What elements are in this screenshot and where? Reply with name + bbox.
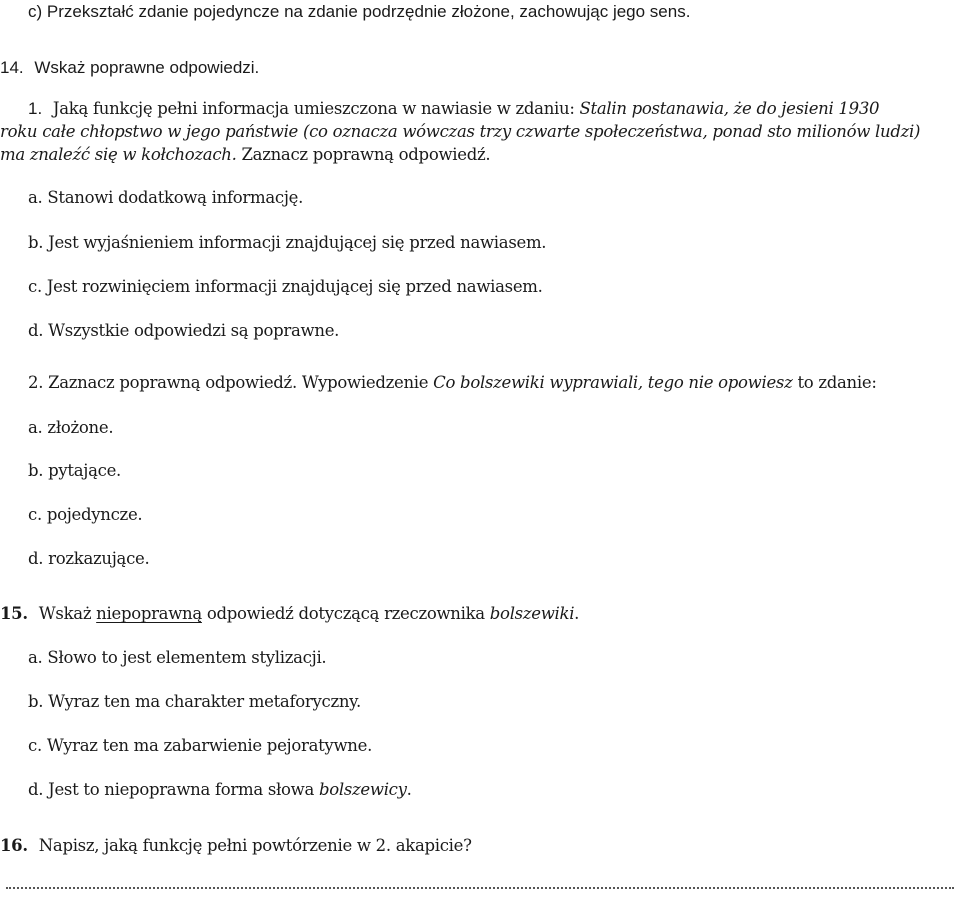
option-2b: b. pytające. (28, 461, 122, 480)
option-2d: d. rozkazujące. (28, 549, 150, 568)
subquestion-2-tail: to zdanie: (792, 373, 877, 392)
question-14-number: 14. (0, 58, 24, 77)
subquestion-1-quote-part-1: Stalin postanawia, że do jesieni 1930 (579, 99, 880, 118)
subquestion-2-lead: 2. Zaznacz poprawną odpowiedź. Wypowiedzenie (28, 373, 434, 392)
question-14-heading (0, 57, 259, 79)
option-15d (28, 779, 412, 801)
option-1a: a. Stanowi dodatkową informację. (28, 188, 304, 207)
question-15-underlined-word: niepoprawną (96, 604, 202, 623)
subquestion-1-number: 1. (28, 99, 43, 118)
option-15d-pre: d. Jest to niepoprawna forma słowa (28, 780, 319, 799)
answer-dotted-line[interactable] (6, 887, 954, 889)
subquestion-1-line-1 (28, 98, 879, 120)
option-2a: a. złożone. (28, 418, 114, 437)
subquestion-1-quote-part-3: ma znaleźć się w kołchozach. (0, 145, 237, 164)
option-15d-end: . (406, 780, 412, 799)
option-15b: b. Wyraz ten ma charakter metaforyczny. (28, 692, 361, 711)
subquestion-2-quote: Co bolszewiki wyprawiali, tego nie opowiesz (433, 373, 793, 392)
option-1c: c. Jest rozwinięciem informacji znajdującej się przed nawiasem. (28, 277, 543, 296)
subquestion-1-line-3 (0, 144, 490, 166)
subquestion-1-quote-part-2: roku całe chłopstwo w jego państwie (co oznacza wówczas trzy czwarte społeczeństwa, ponad sto milionów ludzi) (0, 122, 921, 141)
question-14-text: Wskaż poprawne odpowiedzi. (34, 58, 260, 77)
subquestion-1-lead: Jaką funkcję pełni informacja umieszczona w nawiasie w zdaniu: (52, 99, 580, 118)
subquestion-1-tail: Zaznacz poprawną odpowiedź. (236, 145, 491, 164)
task-c-instruction: c) Przekształć zdanie pojedyncze na zdanie podrzędnie złożone, zachowując jego sens. (28, 2, 691, 21)
question-16-number: 16. (0, 836, 28, 855)
question-15-mid: odpowiedź dotyczącą rzeczownika (201, 604, 490, 623)
subquestion-2 (28, 372, 877, 394)
question-15-pre: Wskaż (38, 604, 97, 623)
option-15a: a. Słowo to jest elementem stylizacji. (28, 648, 327, 667)
question-16-text: Napisz, jaką funkcję pełni powtórzenie w 2. akapicie? (38, 836, 472, 855)
question-15-heading (0, 603, 579, 625)
question-15-number: 15. (0, 604, 28, 623)
question-16 (0, 835, 472, 857)
option-2c: c. pojedyncze. (28, 505, 143, 524)
option-15c: c. Wyraz ten ma zabarwienie pejoratywne. (28, 736, 373, 755)
question-15-keyword: bolszewiki (489, 604, 575, 623)
question-15-end: . (574, 604, 580, 623)
option-1d: d. Wszystkie odpowiedzi są poprawne. (28, 321, 340, 340)
option-15d-keyword: bolszewicy (318, 780, 407, 799)
option-1b: b. Jest wyjaśnieniem informacji znajdującej się przed nawiasem. (28, 233, 547, 252)
